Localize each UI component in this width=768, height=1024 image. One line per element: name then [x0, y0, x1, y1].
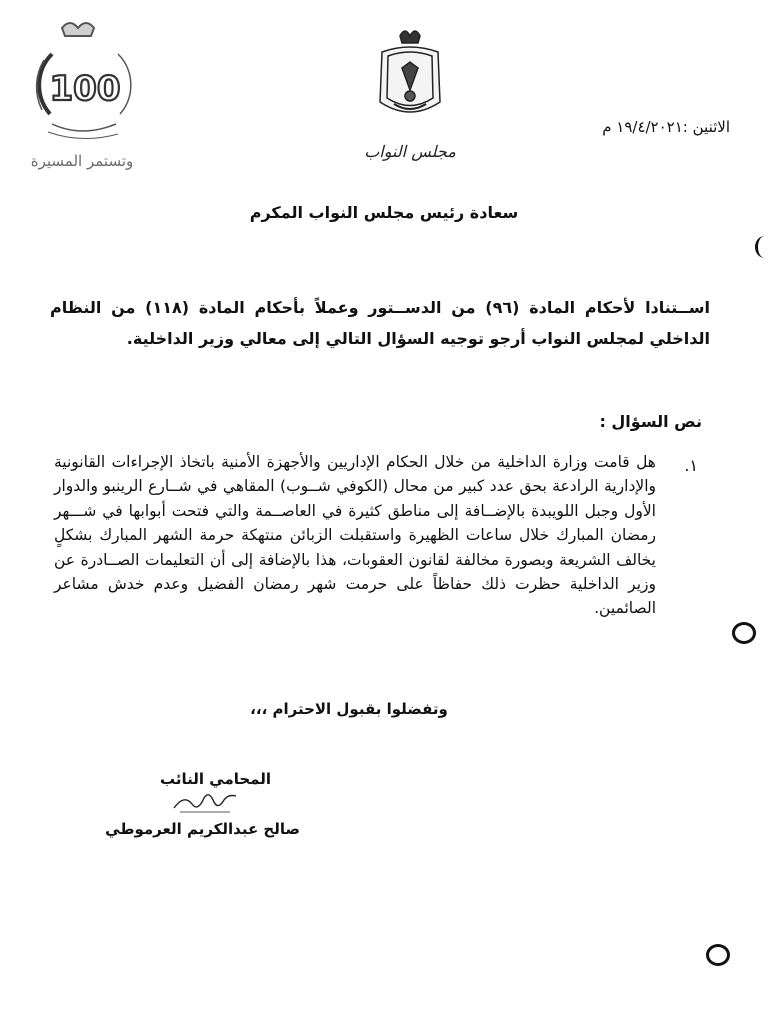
centennial-emblem-icon — [22, 14, 142, 144]
royal-crest-icon — [360, 22, 460, 167]
signature-name: صالح عبدالكريم العرموطي — [105, 820, 300, 838]
parliament-crest — [360, 22, 460, 167]
addressee: سعادة رئيس مجلس النواب المكرم — [249, 203, 519, 222]
logo-number: 100 — [49, 69, 121, 109]
signature-title: المحامي النائب — [160, 770, 271, 788]
question-heading: نص السؤال : — [599, 412, 702, 431]
intro-paragraph: اســتنادا لأحكام المادة (٩٦) من الدســتور وعملاً بأحكام المادة (١١٨) من النظام الداخلي لمجلس النواب أرجو توجيه السؤال التالي إلى معالي وزير الداخلية. — [50, 298, 710, 348]
centennial-logo — [22, 14, 142, 174]
crest-caption: مجلس النواب — [364, 142, 456, 161]
handwritten-signature-icon — [170, 786, 240, 816]
binder-hole-mark — [706, 944, 730, 966]
closing-line: وتفضلوا بقبول الاحترام ،،، — [250, 700, 448, 718]
binder-hole-mark — [732, 622, 756, 644]
question-number: ١. — [684, 456, 698, 475]
question-body: هل قامت وزارة الداخلية من خلال الحكام الإداريين والأجهزة الأمنية باتخاذ الإجراءات القانونية والإدارية الرادعة بحق عدد كبير من محال (الكوفي شــوب) المقاهي في شــارع الرينبو والدوار الأول وجبل اللويبدة بالإضــافة إلى مناطق كثيرة في العاصــمة والتي فتحت أبوابها في شـــهر رمضان المبارك خلال ساعات الظهيرة واستقبلت الزبائن منتهكة حرمة الشهر المبارك بشكلٍ يخالف الشريعة وبصورة مخالفة لقانون العقوبات، هذا بالإضافة إلى أن التعليمات الصــادرة عن وزير الداخلية حظرت ذلك حفاظاً على حرمت شهر رمضان الفضيل وعدم خدش مشاعر الصائمين. — [54, 453, 656, 618]
logo-slogan: وتستمر المسيرة — [30, 152, 134, 170]
punch-hole-mark — [755, 236, 768, 258]
letter-date: الاثنين :١٩/٤/٢٠٢١ م — [602, 118, 730, 136]
